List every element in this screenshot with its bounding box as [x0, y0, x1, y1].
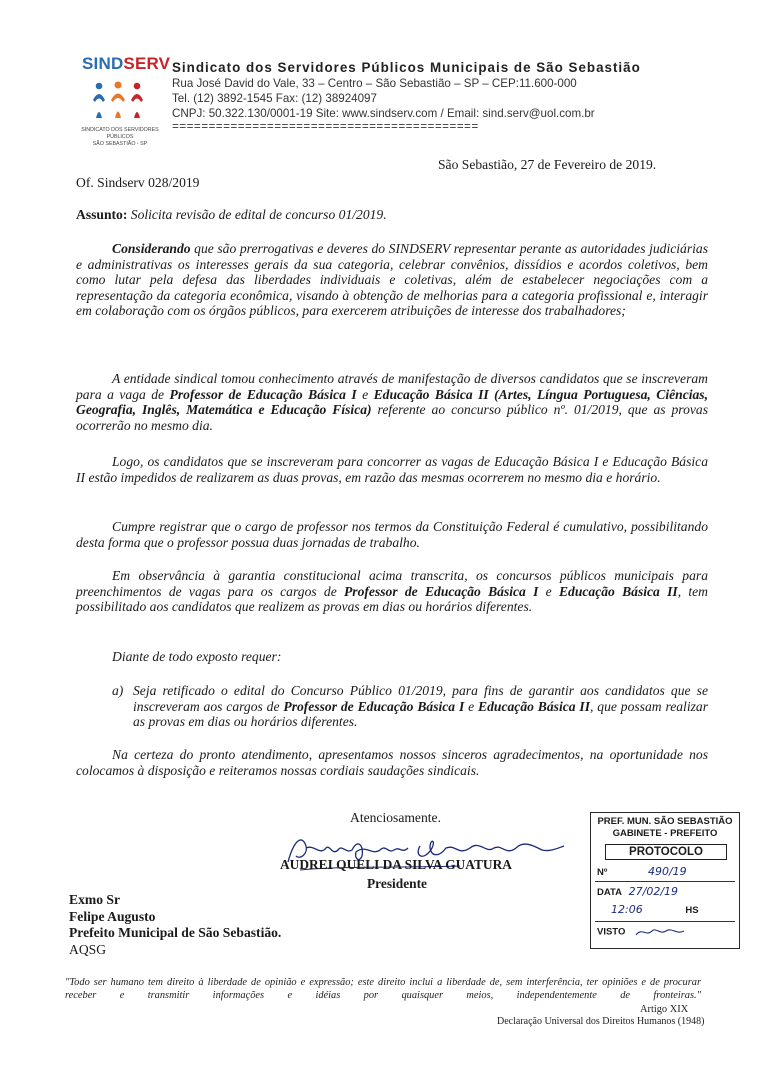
signer-name: AUDREI QUELI DA SILVA GUATURA	[280, 857, 512, 872]
p1-lead: Considerando	[112, 241, 191, 256]
author-initials: AQSG	[69, 942, 107, 957]
stamp-time-value: 12:06	[611, 903, 643, 916]
stamp-visto-label: VISTO	[597, 926, 626, 938]
p7-text-a: Seja retificado o edital do Concurso Público 01/2019, para fins de garantir aos candidatos que se inscreveram aos cargos de	[133, 683, 708, 714]
logo-caption-line-1: SINDICATO DOS SERVIDORES PÚBLICOS	[81, 127, 159, 140]
date-line: São Sebastião, 27 de Fevereiro de 2019.	[438, 157, 657, 172]
stamp-number-value: 490/19	[647, 865, 687, 878]
subject-line	[76, 207, 387, 223]
subject-text: Solicita revisão de edital de concurso 01/2019.	[130, 207, 387, 222]
request-label: a)	[112, 683, 124, 698]
p5-text-c: e	[538, 583, 559, 599]
p2-bold-b: Professor de Educação Básica I	[169, 386, 357, 402]
recipient-name: Felipe Augusto	[69, 909, 156, 924]
org-address: Rua José David do Vale, 33 – Centro – São Sebastião – SP – CEP:11.600-000	[172, 77, 577, 90]
stamp-visto-initials	[634, 925, 694, 939]
letterhead-text	[172, 59, 641, 135]
stamp-number-row	[597, 865, 733, 878]
p1-rest: que são prerrogativas e deveres do SINDSERV representar perante as autoridades judiciárias e administrativas os interesses gerais da sua categoria, celebrar convênios, dissídios e acordos coletivos, bem como lutar pela defesa das liberdades individuais e coletivas, além de estabelecer negociações com a representação da categoria econômica, visando à obtenção de melhorias para a categoria profissional e, interagir em colaboração com os órgãos públicos, para exercerem atribuições de interesse dos trabalhadores;	[76, 241, 708, 319]
footer-quote-source: Declaração Universal dos Direitos Humanos (1948)	[497, 1016, 705, 1027]
paragraph-considerando	[76, 241, 708, 319]
stamp-date-value: 27/02/19	[628, 885, 679, 898]
reference-number: Of. Sindserv 028/2019	[76, 175, 200, 190]
letterhead-rule: ==========================================	[172, 121, 479, 134]
recipient-salutation: Exmo Sr	[69, 892, 120, 907]
stamp-line-1: PREF. MUN. SÃO SEBASTIÃO	[597, 816, 733, 827]
org-cnpj: CNPJ: 50.322.130/0001-19 Site: www.sindserv.com / Email: sind.serv@uol.com.br	[172, 107, 595, 120]
signer-title: Presidente	[367, 876, 427, 891]
stamp-hs-label: HS	[685, 905, 699, 916]
paragraph-observancia	[76, 568, 708, 615]
p7-text-e: , que possam realizar as provas em dias ou horários diferentes.	[133, 698, 708, 730]
p2-bold-d: Educação Básica II (Artes, Língua Portuguesa, Ciências, Geografia, Inglês, Matemática e Educação Física)	[76, 386, 708, 418]
protocol-stamp	[590, 812, 740, 949]
p7-bold-d: Educação Básica II	[478, 698, 591, 714]
paragraph-certeza: Na certeza do pronto atendimento, apresentamos nossos sinceros agradecimentos, na oportunidade nos colocamos à disposição e reiteramos nossas cordiais saudações sindicais.	[76, 747, 708, 778]
org-name: Sindicato dos Servidores Públicos Municipais de São Sebastião	[172, 60, 641, 75]
logo-word-serv: SERV	[123, 54, 171, 73]
subject-label: Assunto:	[76, 207, 128, 222]
paragraph-cumpre: Cumpre registrar que o cargo de professor nos termos da Constituição Federal é cumulativo, possibilitando desta forma que o professor possua duas jornadas de trabalho.	[76, 519, 708, 550]
p5-text-e: , tem possibilitado aos candidatos que realizem as provas em dias ou horários diferentes.	[76, 583, 708, 615]
paragraph-logo: Logo, os candidatos que se inscreveram para concorrer as vagas de Educação Básica I e Educação Básica II estão impedidos de realizarem as duas provas, em razão das mesmas ocorrerem no mesmo dia e horário.	[76, 454, 708, 485]
paragraph-diante: Diante de todo exposto requer:	[112, 649, 282, 664]
paragraph-entidade	[76, 371, 708, 433]
p2-text-a: A entidade sindical tomou conhecimento através de manifestação de diversos candidatos que se inscreveram para a vaga de	[76, 371, 708, 402]
p5-text-a: Em observância à garantia constitucional acima transcrita, os concursos públicos municipais para preenchimentos de vagas para os cargos de	[76, 568, 708, 599]
p5-bold-b: Professor de Educação Básica I	[344, 583, 539, 599]
stamp-line-2: GABINETE - PREFEITO	[612, 828, 718, 839]
p2-text-c: e	[356, 386, 374, 402]
org-phone: Tel. (12) 3892-1545 Fax: (12) 38924097	[172, 92, 377, 105]
stamp-number-label: Nº	[597, 867, 608, 878]
logo-people-icon	[90, 80, 146, 120]
salutation: Atenciosamente.	[350, 810, 441, 825]
logo-caption-line-2: SÃO SEBASTIÃO - SP	[92, 141, 148, 147]
footer-quote: "Todo ser humano tem direito à liberdade de opinião e expressão; este direito inclui a liberdade de, sem interferência, ter opiniões e de procurar receber e transmitir informações e idéias por quaisquer meios, independentemente de fronteiras."	[65, 977, 701, 1002]
stamp-visto-row	[597, 925, 733, 939]
footer-quote-article: Artigo XIX	[640, 1004, 689, 1015]
p7-text-c: e	[464, 698, 479, 714]
stamp-time-row	[611, 903, 731, 916]
stamp-date-row	[597, 885, 733, 898]
recipient-title: Prefeito Municipal de São Sebastião.	[69, 925, 282, 940]
stamp-protocolo: PROTOCOLO	[605, 844, 727, 860]
p5-bold-d: Educação Básica II	[558, 583, 678, 599]
stamp-date-label: DATA	[597, 887, 622, 898]
paragraph-request	[133, 683, 708, 730]
logo-word-sind: SIND	[82, 54, 124, 73]
p2-text-e: referente ao concurso público nº. 01/2019, que as provas ocorrerão no mesmo dia.	[76, 402, 708, 433]
p7-bold-b: Professor de Educação Básica I	[283, 698, 465, 714]
sindserv-logo-word	[82, 54, 170, 74]
logo-caption	[80, 127, 160, 148]
